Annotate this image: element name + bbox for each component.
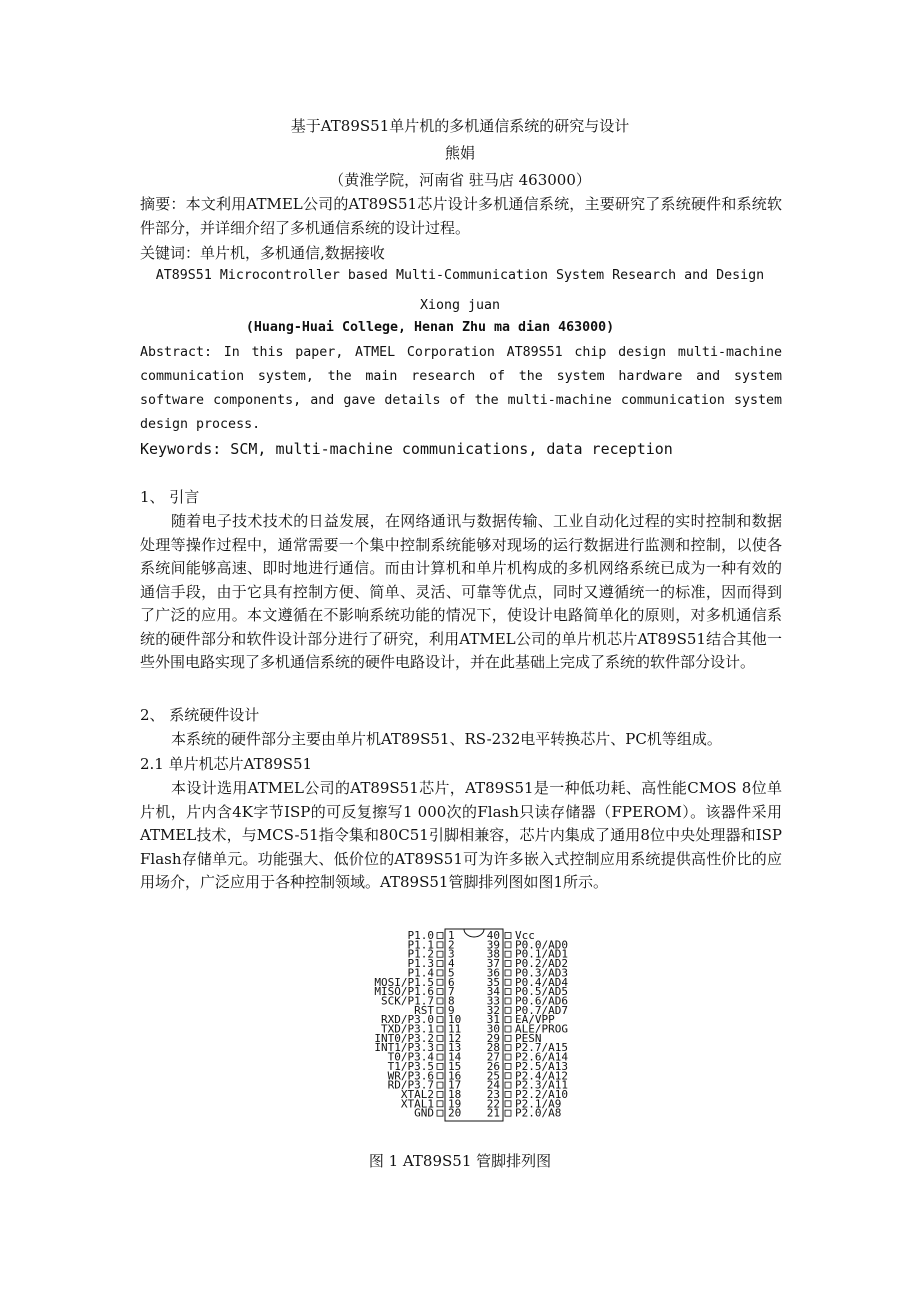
- pin-number: 16: [448, 1069, 462, 1083]
- abstract-cn: 摘要：本文利用ATMEL公司的AT89S51芯片设计多机通信系统，主要研究了系统硬件和系统软件部分，并详细介绍了多机通信系统的设计过程。: [140, 195, 782, 237]
- pin-marker: [437, 1101, 443, 1107]
- pin-label: P1.3: [407, 957, 434, 971]
- pin-number: 40: [486, 929, 500, 942]
- pin-marker: [437, 979, 443, 985]
- pin-number: 3: [448, 947, 455, 961]
- pin-number: 1: [448, 929, 455, 942]
- pin-number: 25: [486, 1069, 500, 1083]
- paper-title-cn: 基于AT89S51单片机的多机通信系统的研究与设计: [290, 117, 630, 135]
- pin-label: GND: [414, 1106, 434, 1120]
- pin-number: 26: [486, 1059, 500, 1073]
- pin-marker: [505, 979, 511, 985]
- pin-marker: [505, 998, 511, 1004]
- pin-number: 23: [486, 1087, 500, 1101]
- pin-label: P2.3/A11: [515, 1078, 568, 1092]
- affiliation-cn: （黄淮学院，河南省 驻马店 463000）: [329, 171, 591, 189]
- pin-marker: [505, 1110, 511, 1116]
- figure1-caption: 图 1 AT89S51 管脚排列图: [368, 1152, 552, 1170]
- pin-number: 35: [486, 975, 500, 989]
- pins-group: [374, 929, 568, 1120]
- pin-number: 36: [486, 966, 500, 980]
- chip-notch: [464, 929, 484, 937]
- section2-body: 本系统的硬件部分主要由单片机AT89S51、RS-232电平转换芯片、PC机等组成。: [171, 730, 722, 748]
- pin-number: 30: [486, 1022, 500, 1036]
- pin-label: WR/P3.6: [387, 1069, 434, 1083]
- pin-label: PESN: [515, 1031, 542, 1045]
- pin-number: 11: [448, 1022, 462, 1036]
- pin-label: INT1/P3.3: [374, 1041, 434, 1055]
- pin-marker: [437, 1007, 443, 1013]
- pin-number: 5: [448, 966, 455, 980]
- pin-marker: [437, 998, 443, 1004]
- pin-label: P2.4/A12: [515, 1069, 568, 1083]
- pin-label: P1.1: [407, 938, 434, 952]
- pin-marker: [505, 970, 511, 976]
- pin-marker: [505, 1035, 511, 1041]
- pin-label: P2.0/A8: [515, 1106, 562, 1120]
- pin-marker: [505, 951, 511, 957]
- pin-number: 31: [486, 1013, 500, 1027]
- pin-marker: [437, 1091, 443, 1097]
- pin-number: 28: [486, 1041, 500, 1055]
- keywords-cn: 关键词：单片机，多机通信,数据接收: [140, 244, 385, 262]
- pin-number: 13: [448, 1041, 462, 1055]
- pin-number: 14: [448, 1050, 462, 1064]
- pin-label: P1.0: [407, 929, 434, 942]
- pin-label: ALE/PROG: [515, 1022, 568, 1036]
- pin-label: RD/P3.7: [387, 1078, 434, 1092]
- pin-number: 10: [448, 1013, 462, 1027]
- pin-label: TXD/P3.1: [381, 1022, 434, 1036]
- pin-number: 6: [448, 975, 455, 989]
- pin-number: 17: [448, 1078, 462, 1092]
- section21-heading: 2.1 单片机芯片AT89S51: [140, 755, 313, 773]
- pin-number: 27: [486, 1050, 500, 1064]
- pin-number: 32: [486, 1003, 500, 1017]
- pin-label: P2.2/A10: [515, 1087, 568, 1101]
- pin-number: 34: [486, 985, 500, 999]
- author-cn: 熊娟: [444, 144, 475, 162]
- pin-marker: [505, 1063, 511, 1069]
- pin-marker: [437, 1082, 443, 1088]
- pin-marker: [505, 1101, 511, 1107]
- pin-number: 7: [448, 985, 455, 999]
- pin-marker: [437, 951, 443, 957]
- pin-marker: [437, 1073, 443, 1079]
- pin-label: P0.3/AD3: [515, 966, 568, 980]
- pin-label: P0.1/AD1: [515, 947, 568, 961]
- pin-number: 8: [448, 994, 455, 1008]
- pin-label: P0.5/AD5: [515, 985, 568, 999]
- pin-number: 33: [486, 994, 500, 1008]
- pin-label: P0.2/AD2: [515, 957, 568, 971]
- pin-label: XTAL1: [400, 1097, 434, 1111]
- pin-marker: [505, 1054, 511, 1060]
- pin-label: INT0/P3.2: [374, 1031, 434, 1045]
- pin-label: RXD/P3.0: [381, 1013, 434, 1027]
- pin-marker: [437, 1026, 443, 1032]
- pin-marker: [437, 933, 443, 939]
- pin-number: 15: [448, 1059, 462, 1073]
- pin-label: MOSI/P1.5: [374, 975, 434, 989]
- pin-label: MISO/P1.6: [374, 985, 434, 999]
- pin-number: 38: [486, 947, 500, 961]
- pin-label: P0.0/AD0: [515, 938, 568, 952]
- pin-number: 18: [448, 1087, 462, 1101]
- pin-marker: [505, 1026, 511, 1032]
- pin-marker: [505, 1073, 511, 1079]
- pin-marker: [437, 961, 443, 967]
- pin-number: 37: [486, 957, 500, 971]
- section1-heading: 1、 引言: [140, 488, 200, 506]
- affiliation-en: (Huang-Huai College, Henan Zhu ma dian 463000): [245, 320, 615, 335]
- pin-number: 20: [448, 1106, 462, 1120]
- paper-title-en: AT89S51 Microcontroller based Multi-Communication System Research and Design: [155, 268, 765, 283]
- pin-marker: [437, 1063, 443, 1069]
- pin-label: RST: [414, 1003, 434, 1017]
- pin-number: 19: [448, 1097, 462, 1111]
- section1-body: 随着电子技术技术的日益发展，在网络通讯与数据传输、工业自动化过程的实时控制和数据处理等操作过程中，通常需要一个集中控制系统能够对现场的运行数据进行监测和控制，以使各系统间能够高速、即时地进行通信。而由计算机和单片机构成的多机网络系统已成为一种有效的通信手段，由于它具有控制方便、简单、灵活、可靠等优点，同时又遵循统一的标准，因而得到了广泛的应用。本文遵循在不影响系统功能的情况下，使设计电路简单化的原则，对多机通信系统的硬件部分和软件设计部分进行了研究，利用ATMEL公司的单片机芯片AT89S51结合其他一些外围电路实现了多机通信系统的硬件电路设计，并在此基础上完成了系统的软件部分设计。: [140, 512, 782, 671]
- pin-number: 9: [448, 1003, 455, 1017]
- pin-marker: [505, 1017, 511, 1023]
- pin-number: 21: [486, 1106, 500, 1120]
- pin-marker: [437, 989, 443, 995]
- pin-number: 22: [486, 1097, 500, 1111]
- pin-number: 39: [486, 938, 500, 952]
- pin-marker: [505, 1091, 511, 1097]
- pin-label: P2.1/A9: [515, 1097, 562, 1111]
- pin-label: P2.5/A13: [515, 1059, 568, 1073]
- pin-number: 4: [448, 957, 455, 971]
- pin-label: Vcc: [515, 929, 535, 942]
- abstract-en: Abstract: In this paper, ATMEL Corporation AT89S51 chip design multi-machine communication system, the main research of the system hardware and system software components, and gave details of the multi-machine communication system design process.: [140, 345, 782, 432]
- pin-marker: [505, 933, 511, 939]
- pin-label: P2.6/A14: [515, 1050, 568, 1064]
- pin-marker: [437, 1017, 443, 1023]
- pin-label: P0.6/AD6: [515, 994, 568, 1008]
- pin-marker: [505, 1045, 511, 1051]
- pin-marker: [505, 1082, 511, 1088]
- pin-label: SCK/P1.7: [381, 994, 434, 1008]
- pin-marker: [505, 961, 511, 967]
- pin-label: P0.4/AD4: [515, 975, 568, 989]
- pin-label: P1.4: [407, 966, 434, 980]
- pin-label: P1.2: [407, 947, 434, 961]
- pin-marker: [505, 942, 511, 948]
- keywords-en: Keywords: SCM, multi-machine communications, data reception: [140, 440, 673, 458]
- pin-number: 24: [486, 1078, 500, 1092]
- pin-label: XTAL2: [400, 1087, 434, 1101]
- pin-label: T1/P3.5: [387, 1059, 434, 1073]
- author-en: Xiong juan: [419, 298, 501, 313]
- pin-marker: [505, 1007, 511, 1013]
- pin-label: P0.7/AD7: [515, 1003, 568, 1017]
- pin-label: T0/P3.4: [387, 1050, 434, 1064]
- pin-label: P2.7/A15: [515, 1041, 568, 1055]
- pin-number: 29: [486, 1031, 500, 1045]
- pin-marker: [437, 942, 443, 948]
- pin-number: 2: [448, 938, 455, 952]
- pin-marker: [437, 1035, 443, 1041]
- section2-heading: 2、 系统硬件设计: [140, 706, 260, 724]
- pin-label: EA/VPP: [515, 1013, 555, 1027]
- pin-number: 12: [448, 1031, 462, 1045]
- pin-marker: [437, 1110, 443, 1116]
- pinout-diagram: [340, 926, 600, 1124]
- pin-marker: [437, 970, 443, 976]
- pin-marker: [505, 989, 511, 995]
- pin-marker: [437, 1054, 443, 1060]
- pin-marker: [437, 1045, 443, 1051]
- section21-body: 本设计选用ATMEL公司的AT89S51芯片，AT89S51是一种低功耗、高性能CMOS 8位单片机，片内含4K字节ISP的可反复擦写1 000次的Flash只读存储器（FPEROM）。该器件采用ATMEL技术，与MCS-51指令集和80C51引脚相兼容，芯片内集成了通用8位中央处理器和ISP Flash存储单元。功能强大、低价位的AT89S51可为许多嵌入式控制应用系统提供高性价比的应用场介，广泛应用于各种控制领域。AT89S51管脚排列图如图1所示。: [140, 779, 782, 891]
